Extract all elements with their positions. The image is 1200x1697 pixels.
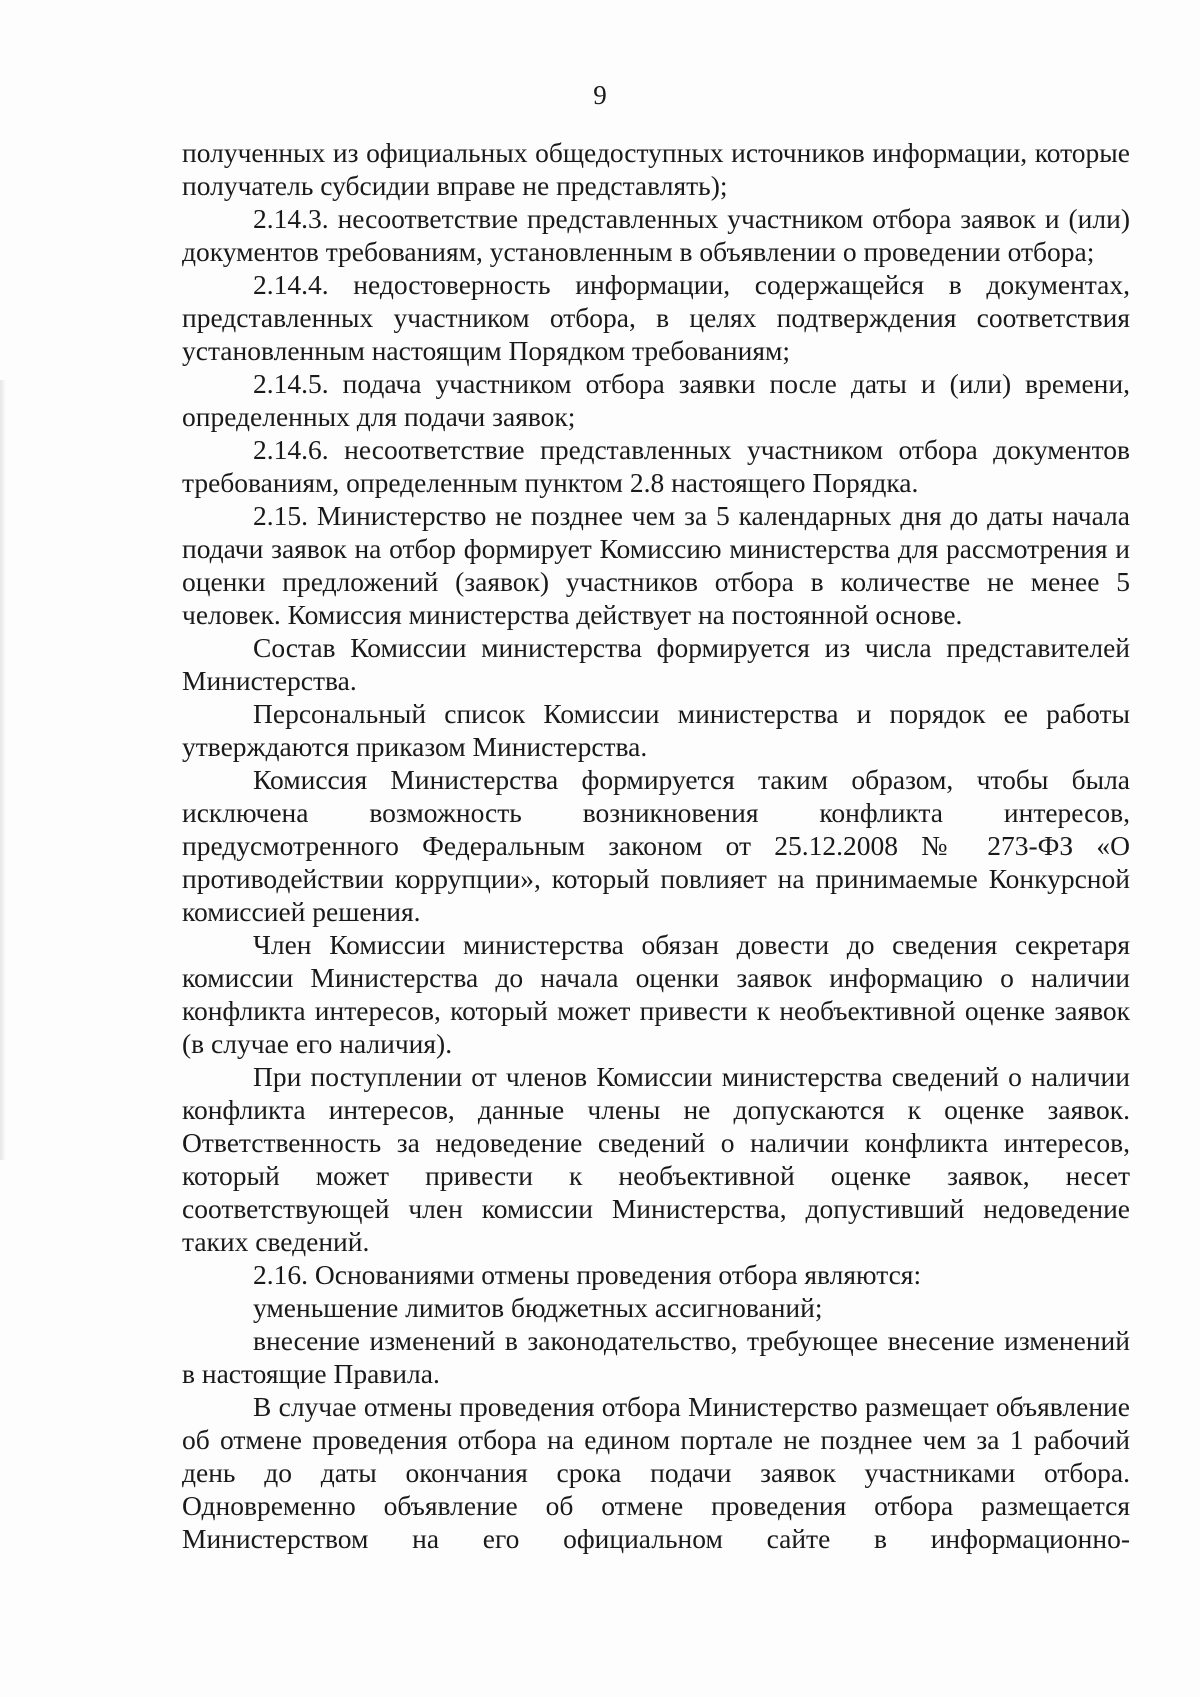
document-body [182, 136, 1130, 1555]
paragraph-continuation: полученных из официальных общедоступных источников информации, которые получатель субсидии вправе не представлять); [182, 137, 1130, 201]
paragraph-commission-composition: Состав Комиссии министерства формируется из числа представителей Министерства. [182, 632, 1130, 696]
clause-2-15: 2.15. Министерство не позднее чем за 5 календарных дня до даты начала подачи заявок на отбор формирует Комиссию министерства для рассмотрения и оценки предложений (заявок) участников отбора в количестве не менее 5 человек. Комиссия министерства действует на постоянной основе. [182, 500, 1130, 630]
clause-2-14-4: 2.14.4. недостоверность информации, содержащейся в документах, представленных участником отбора, в целях подтверждения соответствия установленным настоящим Порядком требованиям; [182, 269, 1130, 366]
paragraph-member-exclusion: При поступлении от членов Комиссии министерства сведений о наличии конфликта интересов, данные члены не допускаются к оценке заявок. Ответственность за недоведение сведений о наличии конфликта интересов, который может привести к необъективной оценке заявок, несет соответствующей член комиссии Министерства, допустивший недоведение таких сведений. [182, 1061, 1130, 1257]
cancel-ground-budget: уменьшение лимитов бюджетных ассигнований; [253, 1292, 823, 1323]
clause-2-14-3: 2.14.3. несоответствие представленных участником отбора заявок и (или) документов требованиям, установленным в объявлении о проведении отбора; [182, 203, 1130, 267]
paragraph-member-obligation: Член Комиссии министерства обязан довести до сведения секретаря комиссии Министерства до начала оценки заявок информацию о наличии конфликта интересов, который может привести к необъективной оценке заявок (в случае его наличия). [182, 929, 1130, 1059]
page-number: 9 [593, 80, 607, 110]
clause-2-16: 2.16. Основаниями отмены проведения отбора являются: [253, 1259, 922, 1290]
cancel-ground-legislation: внесение изменений в законодательство, требующее внесение изменений в настоящие Правила. [182, 1325, 1130, 1389]
paragraph-cancellation-notice: В случае отмены проведения отбора Министерство размещает объявление об отмене проведения отбора на едином портале не позднее чем за 1 рабочий день до даты окончания срока подачи заявок участниками отбора. Одновременно объявление об отмене проведения отбора размещается Министерством на его официальном сайте в информационно- [182, 1391, 1130, 1554]
paragraph-conflict-of-interest: Комиссия Министерства формируется таким образом, чтобы была исключена возможность возникновения конфликта интересов, предусмотренного Федеральным законом от 25.12.2008 № 273-ФЗ «О противодействии коррупции», который повлияет на принимаемые Конкурсной комиссией решения. [182, 764, 1130, 927]
clause-2-14-6: 2.14.6. несоответствие представленных участником отбора документов требованиям, определенным пунктом 2.8 настоящего Порядка. [182, 434, 1130, 498]
paragraph-commission-list: Персональный список Комиссии министерства и порядок ее работы утверждаются приказом Министерства. [182, 698, 1130, 762]
scan-edge-shadow [0, 380, 6, 1160]
clause-2-14-5: 2.14.5. подача участником отбора заявки после даты и (или) времени, определенных для подачи заявок; [182, 368, 1130, 432]
